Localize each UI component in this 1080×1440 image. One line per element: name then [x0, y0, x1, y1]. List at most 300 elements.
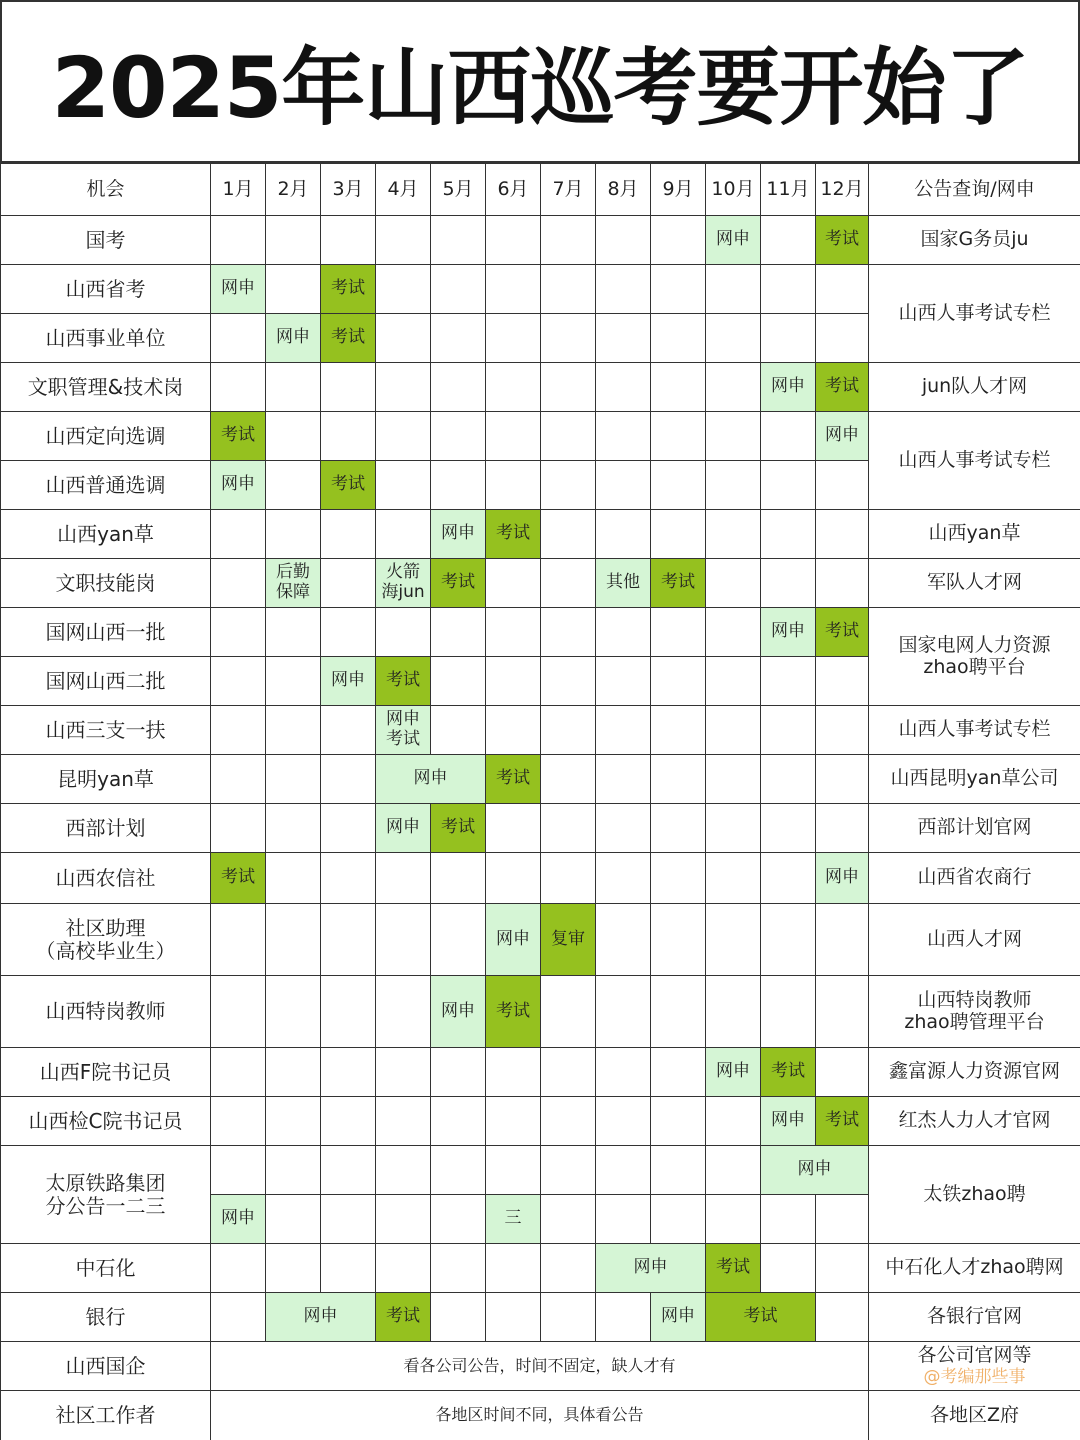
month-cell — [485, 607, 541, 657]
source-text: 各公司官网等 — [917, 1344, 1032, 1367]
month-cell — [210, 1243, 266, 1293]
month-cell — [705, 754, 761, 804]
month-cell — [760, 656, 816, 706]
month-cell — [705, 705, 761, 755]
apply-mark: 网申 — [650, 1292, 706, 1342]
month-cell — [265, 411, 321, 461]
month-cell — [210, 558, 266, 608]
month-cell — [650, 460, 706, 510]
page-title: 2025年山西巡考要开始了 — [0, 0, 1080, 163]
month-cell — [760, 852, 816, 904]
month-cell — [210, 1096, 266, 1146]
month-cell — [595, 362, 651, 412]
apply-mark: 网申 — [760, 1145, 869, 1195]
month-cell — [430, 362, 486, 412]
row-name: 社区助理 （高校毕业生） — [0, 903, 211, 976]
month-cell — [815, 656, 869, 706]
month-cell — [265, 607, 321, 657]
month-cell — [430, 705, 486, 755]
month-cell — [540, 975, 596, 1048]
row-name: 山西事业单位 — [0, 313, 211, 363]
month-cell — [210, 656, 266, 706]
month-cell — [320, 607, 376, 657]
month-cell — [650, 215, 706, 265]
source-text: jun队人才网 — [921, 375, 1028, 398]
apply-mark: 后勤 保障 — [265, 558, 321, 608]
month-cell — [210, 975, 266, 1048]
month-cell — [430, 1145, 486, 1195]
month-cell — [595, 215, 651, 265]
header-month: 3月 — [320, 163, 376, 216]
row-name: 国网山西二批 — [0, 656, 211, 706]
month-cell — [595, 411, 651, 461]
source-text: 国家G务员ju — [920, 228, 1029, 251]
month-cell — [540, 852, 596, 904]
month-cell — [375, 852, 431, 904]
month-cell — [320, 1096, 376, 1146]
month-cell — [375, 411, 431, 461]
month-cell — [705, 1145, 761, 1195]
month-cell — [265, 903, 321, 976]
month-cell — [210, 754, 266, 804]
month-cell — [595, 754, 651, 804]
apply-mark: 网申 — [815, 411, 869, 461]
month-cell — [705, 1194, 761, 1244]
header-month: 5月 — [430, 163, 486, 216]
header-month: 2月 — [265, 163, 321, 216]
exam-mark: 考试 — [815, 1096, 869, 1146]
month-cell — [760, 705, 816, 755]
source-text: 山西人事考试专栏 — [898, 718, 1051, 741]
source-cell — [868, 1047, 1080, 1097]
month-cell — [760, 903, 816, 976]
month-cell — [210, 1047, 266, 1097]
month-cell — [760, 1194, 816, 1244]
month-cell — [265, 509, 321, 559]
month-cell — [595, 903, 651, 976]
month-cell — [320, 705, 376, 755]
month-cell — [705, 852, 761, 904]
month-cell — [485, 1292, 541, 1342]
month-cell — [760, 411, 816, 461]
source-text: 太铁zhao聘 — [923, 1182, 1026, 1205]
month-cell — [595, 1292, 651, 1342]
month-cell — [650, 656, 706, 706]
row-name: 山西定向选调 — [0, 411, 211, 461]
month-cell — [595, 705, 651, 755]
month-cell — [540, 362, 596, 412]
month-cell — [540, 705, 596, 755]
month-cell — [815, 1047, 869, 1097]
month-cell — [320, 1194, 376, 1244]
month-cell — [595, 313, 651, 363]
apply-mark: 网申 — [375, 803, 431, 853]
month-cell — [760, 215, 816, 265]
source-cell — [868, 852, 1080, 904]
source-cell — [868, 803, 1080, 853]
source-text: 山西省农商行 — [917, 866, 1032, 889]
apply-mark: 网申 — [760, 607, 816, 657]
month-cell — [210, 1145, 266, 1195]
source-cell — [868, 1096, 1080, 1146]
exam-mark: 考试 — [375, 1292, 431, 1342]
month-cell — [265, 852, 321, 904]
month-cell — [375, 313, 431, 363]
exam-mark: 考试 — [430, 558, 486, 608]
source-cell — [868, 754, 1080, 804]
month-cell — [540, 754, 596, 804]
month-cell — [540, 656, 596, 706]
month-cell — [760, 264, 816, 314]
month-cell — [705, 656, 761, 706]
month-cell — [265, 264, 321, 314]
month-cell — [375, 264, 431, 314]
month-cell — [430, 903, 486, 976]
exam-mark: 考试 — [705, 1292, 816, 1342]
month-cell — [210, 705, 266, 755]
header-source: 公告查询/网申 — [868, 163, 1080, 216]
month-cell — [485, 460, 541, 510]
month-cell — [650, 754, 706, 804]
exam-mark: 考试 — [760, 1047, 816, 1097]
month-cell — [760, 1243, 816, 1293]
source-text: 山西特岗教师 zhao聘管理平台 — [904, 988, 1045, 1033]
apply-mark: 网申 — [705, 215, 761, 265]
month-cell — [430, 460, 486, 510]
month-cell — [265, 1096, 321, 1146]
month-cell — [320, 509, 376, 559]
source-text: 西部计划官网 — [917, 816, 1032, 839]
month-cell — [650, 362, 706, 412]
month-cell — [650, 975, 706, 1048]
month-cell — [430, 1047, 486, 1097]
month-cell — [540, 1096, 596, 1146]
month-cell — [320, 754, 376, 804]
exam-mark: 考试 — [375, 656, 431, 706]
apply-mark: 网申 — [210, 460, 266, 510]
header-month: 11月 — [760, 163, 816, 216]
month-cell — [375, 1243, 431, 1293]
month-cell — [650, 903, 706, 976]
watermark: @考编那些事 — [923, 1367, 1026, 1388]
month-cell — [650, 411, 706, 461]
month-cell — [485, 803, 541, 853]
source-text: 各地区Z府 — [929, 1403, 1020, 1426]
month-cell — [815, 754, 869, 804]
month-cell — [265, 975, 321, 1048]
month-cell — [650, 607, 706, 657]
header-month: 6月 — [485, 163, 541, 216]
row-name: 国网山西一批 — [0, 607, 211, 657]
exam-mark: 考试 — [485, 975, 541, 1048]
month-cell — [265, 215, 321, 265]
month-cell — [595, 975, 651, 1048]
row-name: 银行 — [0, 1292, 211, 1342]
exam-mark: 考试 — [430, 803, 486, 853]
month-cell — [705, 975, 761, 1048]
month-cell — [210, 362, 266, 412]
month-cell — [815, 975, 869, 1048]
row-name: 文职技能岗 — [0, 558, 211, 608]
source-text: 鑫富源人力资源官网 — [888, 1060, 1060, 1083]
row-name: 中石化 — [0, 1243, 211, 1293]
month-cell — [595, 1145, 651, 1195]
month-cell — [265, 362, 321, 412]
month-cell — [595, 803, 651, 853]
month-cell — [210, 1292, 266, 1342]
source-cell — [868, 1341, 1080, 1391]
header-month: 4月 — [375, 163, 431, 216]
row-name: 国考 — [0, 215, 211, 265]
month-cell — [760, 558, 816, 608]
month-cell — [430, 1096, 486, 1146]
apply-mark: 网申 — [760, 1096, 816, 1146]
month-cell — [705, 411, 761, 461]
month-cell — [705, 558, 761, 608]
month-cell — [705, 1096, 761, 1146]
month-cell — [540, 1145, 596, 1195]
apply-mark: 网申 — [705, 1047, 761, 1097]
source-text: 各银行官网 — [926, 1305, 1022, 1328]
month-cell — [540, 1194, 596, 1244]
exam-mark: 考试 — [485, 754, 541, 804]
apply-mark: 网申 — [430, 975, 486, 1048]
source-cell — [868, 903, 1080, 976]
source-text: 军队人才网 — [926, 571, 1022, 594]
source-text: 红杰人力人才官网 — [898, 1109, 1051, 1132]
month-cell — [430, 656, 486, 706]
exam-mark: 考试 — [210, 411, 266, 461]
month-cell — [650, 705, 706, 755]
row-name: 山西国企 — [0, 1341, 211, 1391]
row-name: 山西检C院书记员 — [0, 1096, 211, 1146]
apply-mark: 网申 — [760, 362, 816, 412]
month-cell — [485, 1047, 541, 1097]
exam-mark: 考试 — [320, 460, 376, 510]
row-name: 山西农信社 — [0, 852, 211, 904]
month-cell — [595, 1047, 651, 1097]
exam-mark: 考试 — [320, 264, 376, 314]
month-cell — [210, 803, 266, 853]
month-cell — [540, 558, 596, 608]
apply-mark: 网申 考试 — [375, 705, 431, 755]
month-cell — [375, 1096, 431, 1146]
source-cell — [868, 215, 1080, 265]
month-cell — [320, 362, 376, 412]
month-cell — [430, 607, 486, 657]
month-cell — [375, 1194, 431, 1244]
source-cell — [868, 975, 1080, 1048]
month-cell — [265, 1047, 321, 1097]
month-cell — [815, 264, 869, 314]
month-cell — [320, 411, 376, 461]
month-cell — [595, 1194, 651, 1244]
month-cell — [485, 1145, 541, 1195]
month-cell — [540, 803, 596, 853]
month-cell — [320, 1243, 376, 1293]
header-month: 8月 — [595, 163, 651, 216]
month-cell — [375, 903, 431, 976]
month-cell — [375, 1145, 431, 1195]
exam-mark: 考试 — [650, 558, 706, 608]
row-name: 昆明yan草 — [0, 754, 211, 804]
exam-mark: 考试 — [485, 509, 541, 559]
source-text: 山西昆明yan草公司 — [890, 767, 1059, 790]
exam-mark: 考试 — [815, 607, 869, 657]
source-text: 中石化人才zhao聘网 — [885, 1256, 1064, 1279]
month-cell — [430, 1194, 486, 1244]
month-cell — [815, 509, 869, 559]
exam-mark: 考试 — [705, 1243, 761, 1293]
apply-mark: 网申 — [485, 903, 541, 976]
source-cell — [868, 607, 1080, 706]
apply-mark: 网申 — [815, 852, 869, 904]
month-cell — [485, 1096, 541, 1146]
month-cell — [650, 509, 706, 559]
apply-mark: 网申 — [210, 1194, 266, 1244]
source-cell — [868, 558, 1080, 608]
month-cell — [375, 215, 431, 265]
month-cell — [320, 215, 376, 265]
month-cell — [485, 558, 541, 608]
month-cell — [815, 903, 869, 976]
month-cell — [650, 803, 706, 853]
source-text: 山西人才网 — [926, 927, 1022, 950]
month-cell — [375, 1047, 431, 1097]
month-cell — [650, 264, 706, 314]
month-cell — [375, 607, 431, 657]
row-name: 西部计划 — [0, 803, 211, 853]
month-cell — [540, 313, 596, 363]
source-text: 山西人事考试专栏 — [898, 301, 1051, 324]
row-name: 山西F院书记员 — [0, 1047, 211, 1097]
exam-mark: 考试 — [815, 215, 869, 265]
month-cell — [320, 1047, 376, 1097]
exam-mark: 复审 — [540, 903, 596, 976]
source-cell — [868, 264, 1080, 363]
source-cell — [868, 705, 1080, 755]
month-cell — [760, 460, 816, 510]
month-cell — [540, 460, 596, 510]
month-cell — [595, 607, 651, 657]
month-cell — [430, 313, 486, 363]
source-cell — [868, 1145, 1080, 1244]
month-cell — [540, 264, 596, 314]
source-cell — [868, 1390, 1080, 1440]
row-name: 太原铁路集团 分公告一二三 — [0, 1145, 211, 1244]
month-cell — [485, 313, 541, 363]
month-cell — [485, 215, 541, 265]
month-cell — [595, 852, 651, 904]
row-name: 山西省考 — [0, 264, 211, 314]
header-month: 1月 — [210, 163, 266, 216]
apply-mark: 三 — [485, 1194, 541, 1244]
month-cell — [210, 215, 266, 265]
source-text: 山西人事考试专栏 — [898, 448, 1051, 471]
month-cell — [540, 1047, 596, 1097]
month-cell — [705, 803, 761, 853]
month-cell — [815, 558, 869, 608]
month-cell — [265, 1194, 321, 1244]
apply-mark: 网申 — [375, 754, 486, 804]
month-cell — [320, 558, 376, 608]
apply-mark: 网申 — [265, 1292, 376, 1342]
header-month: 7月 — [540, 163, 596, 216]
month-cell — [650, 1194, 706, 1244]
month-cell — [815, 460, 869, 510]
month-cell — [540, 607, 596, 657]
month-cell — [705, 264, 761, 314]
header-month: 12月 — [815, 163, 869, 216]
month-cell — [265, 1243, 321, 1293]
month-cell — [650, 1096, 706, 1146]
header-month: 10月 — [705, 163, 761, 216]
month-cell — [650, 852, 706, 904]
exam-mark: 考试 — [320, 313, 376, 363]
month-cell — [430, 264, 486, 314]
row-name: 山西特岗教师 — [0, 975, 211, 1048]
month-cell — [210, 509, 266, 559]
row-name: 山西三支一扶 — [0, 705, 211, 755]
header-opportunity: 机会 — [0, 163, 211, 216]
month-cell — [430, 852, 486, 904]
apply-mark: 网申 — [210, 264, 266, 314]
row-name: 山西yan草 — [0, 509, 211, 559]
month-cell — [265, 656, 321, 706]
apply-mark: 火箭 海jun — [375, 558, 431, 608]
month-cell — [265, 460, 321, 510]
month-cell — [485, 411, 541, 461]
month-cell — [760, 754, 816, 804]
month-cell — [485, 705, 541, 755]
month-cell — [265, 705, 321, 755]
month-cell — [705, 362, 761, 412]
row-name: 社区工作者 — [0, 1390, 211, 1440]
month-cell — [815, 1194, 869, 1244]
apply-mark: 网申 — [595, 1243, 706, 1293]
month-cell — [375, 509, 431, 559]
month-cell — [485, 656, 541, 706]
month-cell — [540, 509, 596, 559]
month-cell — [815, 705, 869, 755]
source-text: 山西yan草 — [928, 522, 1021, 545]
month-cell — [485, 264, 541, 314]
month-cell — [595, 460, 651, 510]
exam-mark: 考试 — [815, 362, 869, 412]
source-cell — [868, 1243, 1080, 1293]
month-cell — [595, 1096, 651, 1146]
month-cell — [320, 975, 376, 1048]
month-cell — [815, 1292, 869, 1342]
month-cell — [320, 852, 376, 904]
apply-mark: 网申 — [320, 656, 376, 706]
month-cell — [375, 975, 431, 1048]
row-note: 看各公司公告，时间不固定，缺人才有 — [210, 1341, 869, 1391]
month-cell — [540, 1243, 596, 1293]
month-cell — [320, 903, 376, 976]
month-cell — [760, 975, 816, 1048]
row-name: 山西普通选调 — [0, 460, 211, 510]
month-cell — [595, 509, 651, 559]
row-note: 各地区时间不同，具体看公告 — [210, 1390, 869, 1440]
source-cell — [868, 509, 1080, 559]
month-cell — [210, 313, 266, 363]
month-cell — [265, 803, 321, 853]
month-cell — [540, 215, 596, 265]
month-cell — [540, 1292, 596, 1342]
month-cell — [650, 313, 706, 363]
month-cell — [760, 803, 816, 853]
